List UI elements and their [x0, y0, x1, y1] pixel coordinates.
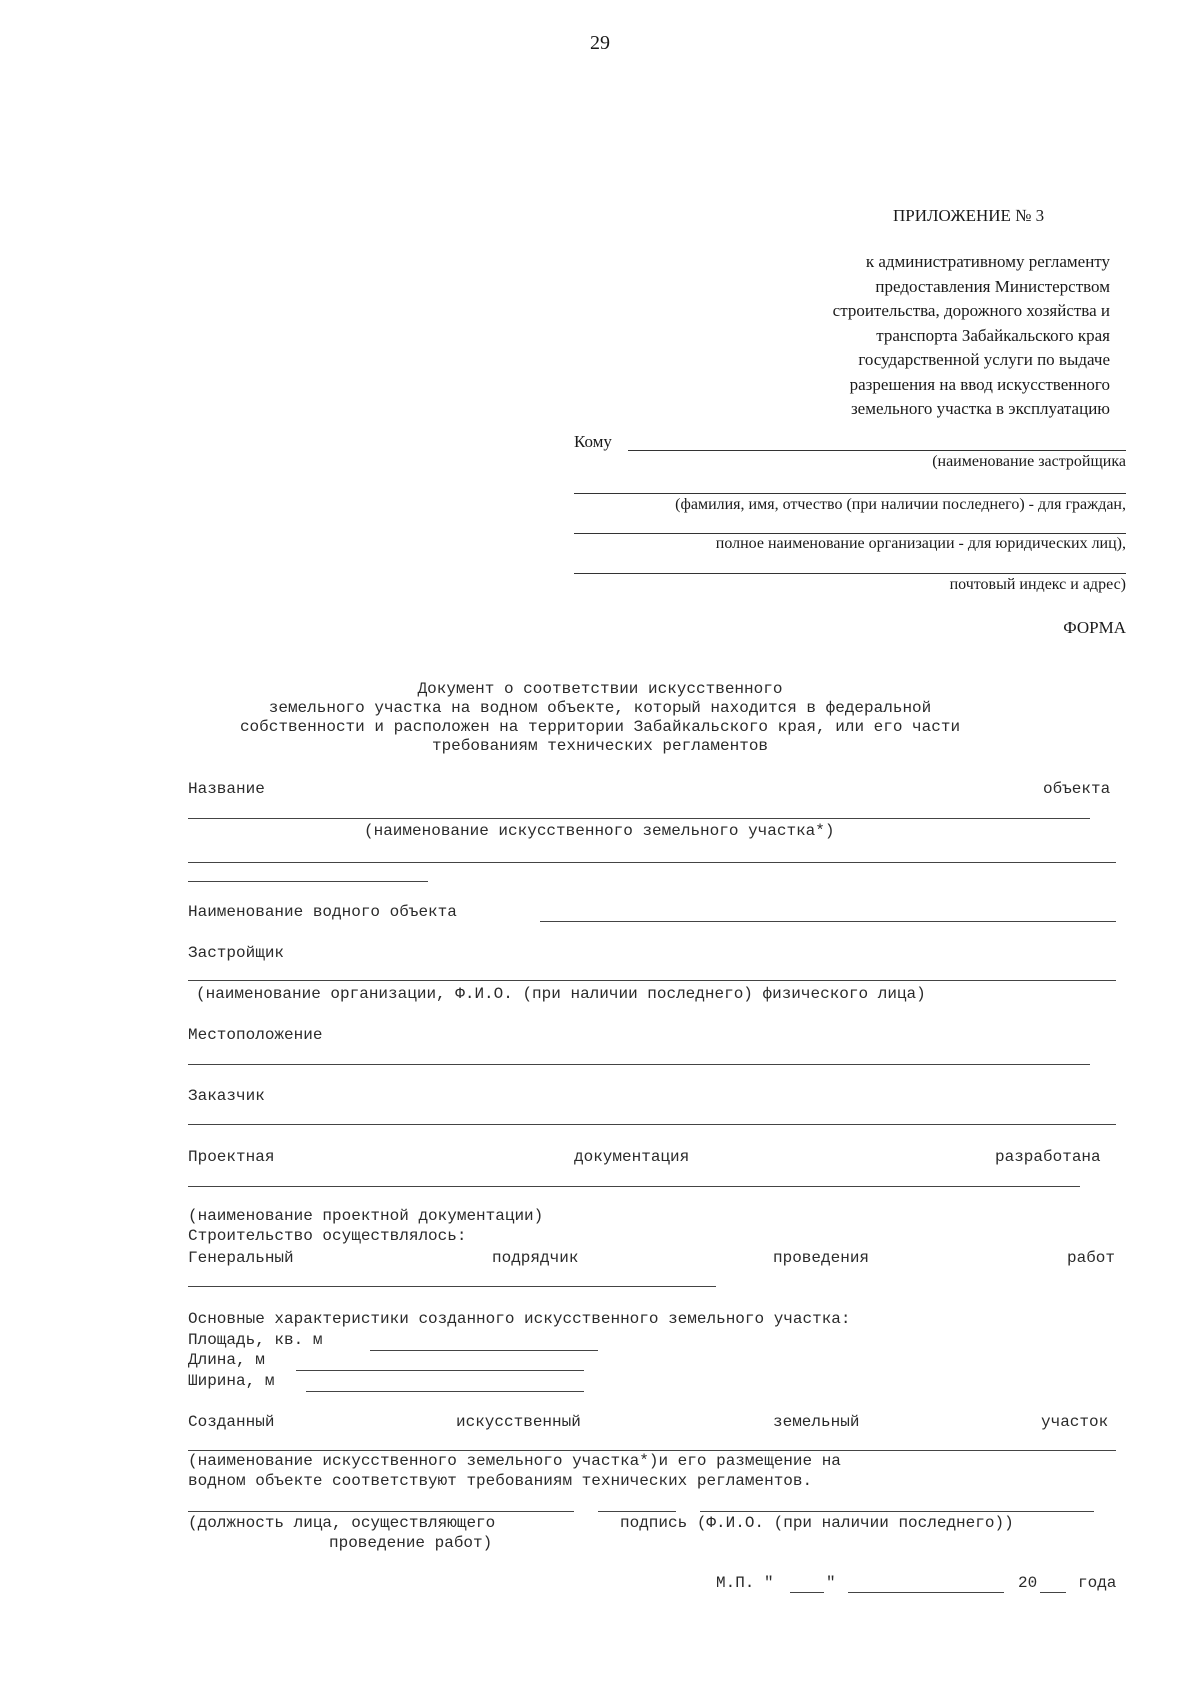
width-line[interactable]	[306, 1391, 584, 1392]
appendix-line: предоставления Министерством	[875, 277, 1110, 296]
document-title-line: Документ о соответствии искусственного	[417, 680, 783, 698]
location-line[interactable]	[188, 1064, 1090, 1065]
general-contractor-label-mid: подрядчик	[492, 1249, 579, 1267]
object-name-line[interactable]	[188, 818, 1090, 819]
created-plot-line[interactable]	[188, 1450, 1116, 1451]
developer-hint: (наименование организации, Ф.И.О. (при наличии последнего) физического лица)	[196, 985, 926, 1003]
date-century: 20	[1018, 1574, 1038, 1592]
citizen-name-hint: (фамилия, имя, отчество (при наличии последнего) - для граждан,	[675, 496, 1126, 513]
document-title-line: собственности и расположен на территории Забайкальского края, или его части	[239, 718, 961, 736]
date-day-line[interactable]	[790, 1592, 824, 1593]
to-label: Кому	[574, 432, 612, 451]
area-line[interactable]	[370, 1350, 598, 1351]
appendix-line: строительства, дорожного хозяйства и	[832, 301, 1110, 320]
date-year-line[interactable]	[1040, 1592, 1066, 1593]
appendix-line: транспорта Забайкальского края	[876, 326, 1110, 345]
characteristics-label: Основные характеристики созданного искусственного земельного участка:	[188, 1310, 851, 1328]
object-name-line-3[interactable]	[188, 881, 428, 882]
general-contractor-label: Генеральный	[188, 1249, 294, 1267]
position-line[interactable]	[188, 1511, 574, 1512]
created-plot-label-mid2: земельный	[773, 1413, 860, 1431]
object-name-hint: (наименование искусственного земельного участка*)	[364, 822, 835, 840]
form-label: ФОРМА	[1063, 618, 1126, 637]
document-title-line: требованиям технических регламентов	[431, 737, 769, 755]
created-plot-label-mid: искусственный	[456, 1413, 581, 1431]
full-name-line[interactable]	[700, 1511, 1094, 1512]
location-label: Местоположение	[188, 1026, 323, 1044]
general-contractor-label-end: работ	[1067, 1249, 1116, 1267]
position-hint: (должность лица, осуществляющего	[188, 1514, 496, 1532]
addressee-line-2[interactable]	[574, 493, 1126, 494]
general-contractor-line[interactable]	[188, 1286, 716, 1287]
date-month-line[interactable]	[848, 1592, 1004, 1593]
date-quote: "	[826, 1574, 836, 1592]
project-docs-label-mid: документация	[574, 1148, 690, 1166]
object-name-label-end: объекта	[1043, 780, 1111, 798]
project-docs-label: Проектная	[188, 1148, 275, 1166]
customer-line[interactable]	[188, 1124, 1116, 1125]
date-year-label: года	[1078, 1574, 1117, 1592]
project-docs-line[interactable]	[188, 1186, 1080, 1187]
postal-address-hint: почтовый индекс и адрес)	[949, 576, 1126, 593]
general-contractor-label-mid2: проведения	[773, 1249, 870, 1267]
water-body-line[interactable]	[540, 921, 1116, 922]
project-docs-hint: (наименование проектной документации)	[188, 1207, 544, 1225]
area-label: Площадь, кв. м	[188, 1331, 323, 1349]
appendix-line: государственной услуги по выдаче	[858, 350, 1110, 369]
page-number: 29	[590, 32, 610, 54]
project-docs-label-end: разработана	[995, 1148, 1101, 1166]
addressee-line-4[interactable]	[574, 573, 1126, 574]
developer-label: Застройщик	[188, 944, 285, 962]
appendix-line: разрешения на ввод искусственного	[849, 375, 1110, 394]
addressee-line-3[interactable]	[574, 533, 1126, 534]
length-label: Длина, м	[188, 1351, 265, 1369]
object-name-line-2[interactable]	[188, 862, 1116, 863]
stamp-mp-label: М.П. "	[716, 1574, 774, 1592]
appendix-title: ПРИЛОЖЕНИЕ № 3	[893, 206, 1045, 225]
appendix-line: к административному регламенту	[865, 252, 1110, 271]
construction-label: Строительство осуществлялось:	[188, 1227, 467, 1245]
length-line[interactable]	[296, 1370, 584, 1371]
position-hint-cont: проведение работ)	[329, 1534, 493, 1552]
organization-name-hint: полное наименование организации - для юридических лиц),	[715, 535, 1126, 552]
created-plot-label-end: участок	[1041, 1413, 1109, 1431]
document-title-line: земельного участка на водном объекте, который находится в федеральной	[268, 699, 932, 717]
created-plot-label: Созданный	[188, 1413, 275, 1431]
appendix-line: земельного участка в эксплуатацию	[850, 399, 1110, 418]
developer-line[interactable]	[188, 980, 1116, 981]
compliance-statement: водном объекте соответствуют требованиям технических регламентов.	[188, 1472, 813, 1490]
signature-hint: подпись (Ф.И.О. (при наличии последнего))	[620, 1514, 1014, 1532]
object-name-label: Название	[188, 780, 265, 798]
water-body-label: Наименование водного объекта	[188, 903, 457, 921]
customer-label: Заказчик	[188, 1087, 265, 1105]
signature-line[interactable]	[598, 1511, 676, 1512]
created-plot-hint: (наименование искусственного земельного участка*)и его размещение на	[188, 1452, 841, 1470]
developer-name-hint: (наименование застройщика	[932, 453, 1126, 470]
width-label: Ширина, м	[188, 1372, 275, 1390]
to-line[interactable]	[628, 450, 1126, 451]
